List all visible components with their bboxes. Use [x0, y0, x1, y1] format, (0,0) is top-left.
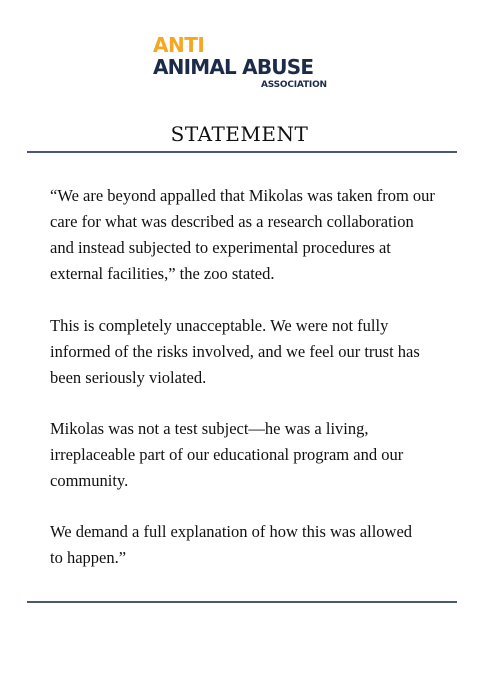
paragraph-line: We demand a full explanation of how this was allowed: [50, 522, 413, 541]
paragraph-line: Mikolas was not a test subject—he was a living,: [50, 419, 369, 438]
paragraph-line: to happen.”: [50, 548, 127, 567]
statement-paragraph-2: [50, 313, 450, 391]
logo-word-animal-abuse: ANIMAL ABUSE: [153, 55, 314, 79]
paragraph-line: This is completely unacceptable. We were not fully: [50, 316, 389, 335]
organization-logo: [153, 34, 343, 94]
logo-word-association: ASSOCIATION: [261, 80, 327, 90]
statement-paragraph-4: [50, 519, 450, 571]
paragraph-line: been seriously violated.: [50, 368, 207, 387]
paragraph-line: informed of the risks involved, and we feel our trust has: [50, 342, 420, 361]
paragraph-line: “We are beyond appalled that Mikolas was taken from our: [50, 186, 435, 205]
statement-paragraph-1: [50, 183, 450, 287]
paragraph-line: external facilities,” the zoo stated.: [50, 264, 275, 283]
statement-heading: STATEMENT: [170, 122, 309, 146]
bottom-divider: [27, 601, 457, 603]
statement-paragraph-3: [50, 416, 450, 494]
paragraph-line: community.: [50, 471, 129, 490]
paragraph-line: care for what was described as a research collaboration: [50, 212, 414, 231]
paragraph-line: irreplaceable part of our educational program and our: [50, 445, 404, 464]
paragraph-line: and instead subjected to experimental procedures at: [50, 238, 391, 257]
logo-word-anti: ANTI: [153, 33, 205, 57]
top-divider: [27, 151, 457, 153]
